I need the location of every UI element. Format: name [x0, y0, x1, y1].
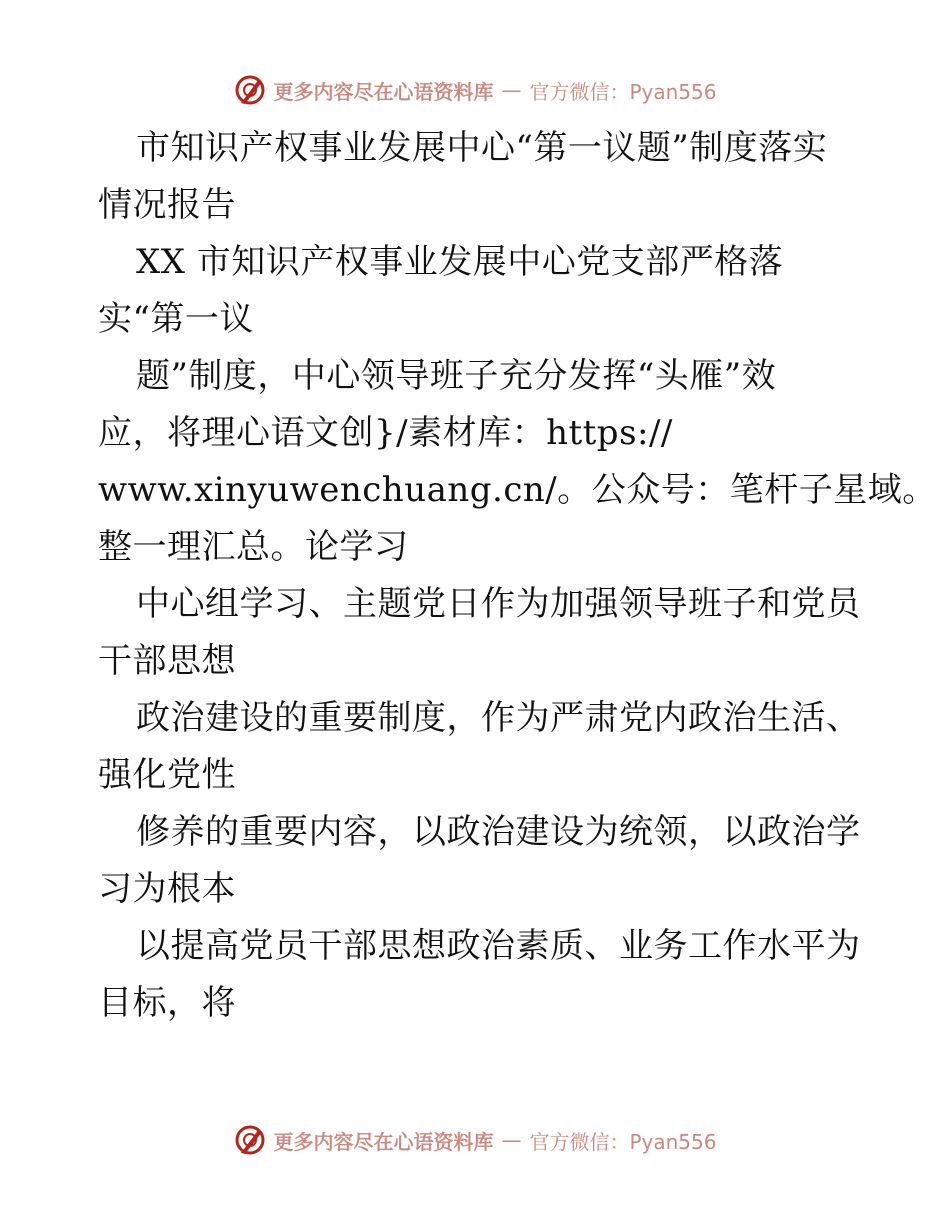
footer-wechat-text: 官方微信：Pyan556 — [529, 1129, 717, 1154]
doc-paragraph-line: 强化党性 — [98, 755, 236, 795]
header-dash: — — [501, 78, 522, 102]
header-banner — [0, 70, 950, 110]
doc-paragraph-line: 干部思想 — [98, 641, 236, 681]
doc-paragraph-line: 实“第一议 — [98, 299, 254, 339]
doc-paragraph-line: www.xinyuwenchuang.cn/。公众号：笔杆子星域。 — [98, 470, 937, 510]
footer-brand-text: 更多内容尽在心语资料库 — [273, 1129, 494, 1154]
footer-banner — [0, 1120, 950, 1160]
doc-paragraph-line: 整一理汇总。论学习 — [98, 527, 409, 567]
doc-paragraph-line: 题”制度，中心领导班子充分发挥“头雁”效 — [136, 356, 777, 396]
doc-paragraph-line: XX 市知识产权事业发展中心党支部严格落 — [136, 242, 784, 282]
doc-paragraph-line: 习为根本 — [98, 869, 236, 909]
doc-title-line-2: 情况报告 — [98, 185, 236, 225]
quill-logo-icon — [233, 1123, 267, 1157]
footer-dash: — — [501, 1128, 522, 1152]
doc-paragraph-line: 中心组学习、主题党日作为加强领导班子和党员 — [136, 584, 861, 624]
doc-paragraph-line: 以提高党员干部思想政治素质、业务工作水平为 — [136, 926, 861, 966]
doc-paragraph-line: 修养的重要内容，以政治建设为统领，以政治学 — [136, 812, 861, 852]
header-wechat-text: 官方微信：Pyan556 — [529, 79, 717, 104]
doc-title-line-1: 市知识产权事业发展中心“第一议题”制度落实 — [136, 128, 828, 168]
quill-logo-icon — [233, 73, 267, 107]
doc-paragraph-line: 应，将理心语文创}/素材库：https:// — [98, 413, 673, 453]
doc-paragraph-line: 政治建设的重要制度，作为严肃党内政治生活、 — [136, 698, 861, 738]
header-brand-text: 更多内容尽在心语资料库 — [273, 79, 494, 104]
doc-paragraph-line: 目标，将 — [98, 983, 236, 1023]
document-body — [98, 120, 937, 1032]
